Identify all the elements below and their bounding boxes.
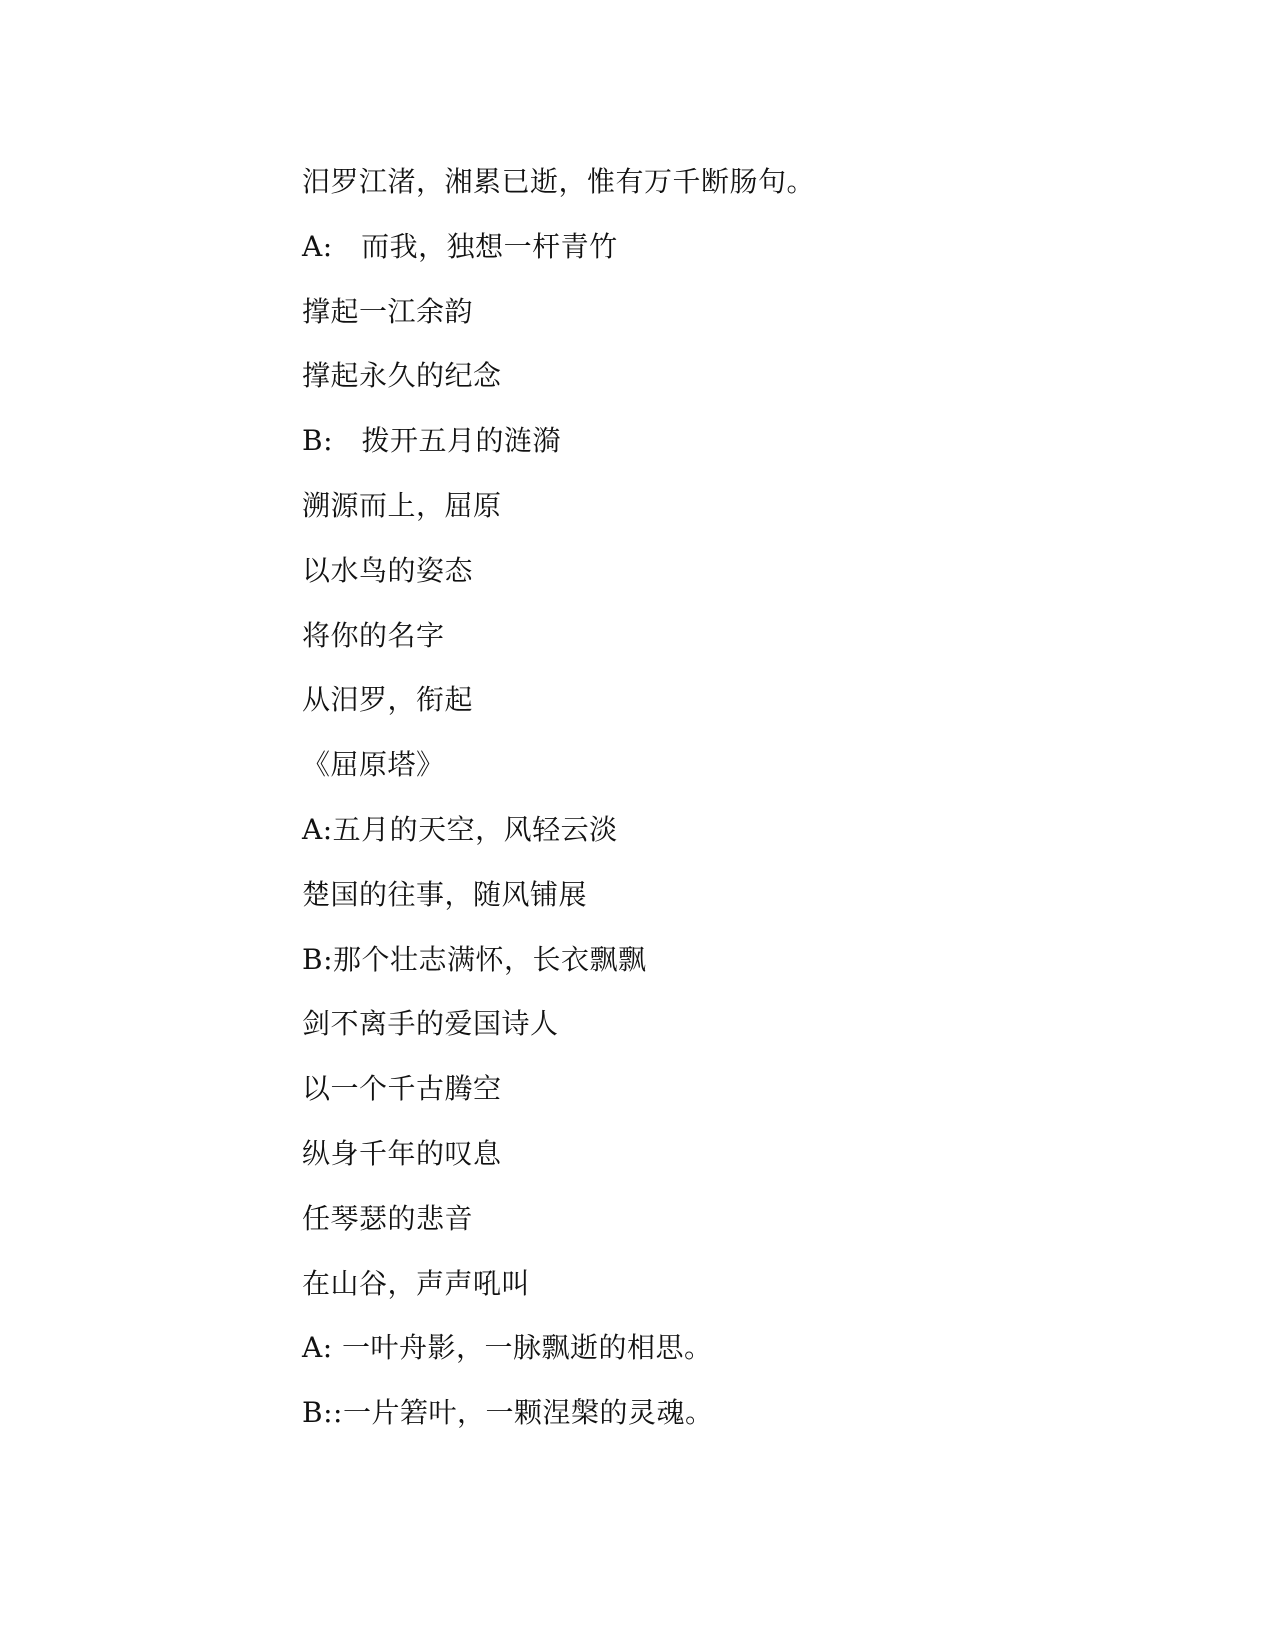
- section-title: 《屈原塔》: [302, 748, 445, 782]
- text-line: 剑不离手的爱国诗人: [302, 1007, 559, 1041]
- text-line: A: 而我，独想一杆青竹: [302, 229, 618, 263]
- text-line: A:五月的天空，风轻云淡: [302, 812, 618, 846]
- text-line: 从汨罗，衔起: [302, 683, 474, 717]
- text-line: 纵身千年的叹息: [302, 1136, 502, 1170]
- text-line: 以一个千古腾空: [302, 1072, 502, 1106]
- text-line: 楚国的往事，随风铺展: [302, 877, 588, 911]
- text-line: B::一片箬叶，一颗涅槃的灵魂。: [302, 1396, 714, 1430]
- text-line: 汨罗江渚，湘累已逝，惟有万千断肠句。: [302, 165, 816, 198]
- poem-text: [302, 162, 1162, 1458]
- text-line: 撑起一江余韵: [302, 294, 474, 328]
- text-line: 撑起永久的纪念: [302, 359, 502, 393]
- text-line: 在山谷，声声吼叫: [302, 1266, 531, 1300]
- text-line: B:那个壮志满怀，长衣飘飘: [302, 942, 647, 976]
- text-line: A: 一叶舟影，一脉飘逝的相思。: [302, 1331, 713, 1365]
- text-line: B: 拨开五月的涟漪: [302, 424, 562, 458]
- text-line: 溯源而上，屈原: [302, 488, 502, 522]
- text-line: 将你的名字: [302, 618, 445, 652]
- text-line: 任琴瑟的悲音: [302, 1201, 474, 1235]
- text-line: 以水鸟的姿态: [302, 553, 474, 587]
